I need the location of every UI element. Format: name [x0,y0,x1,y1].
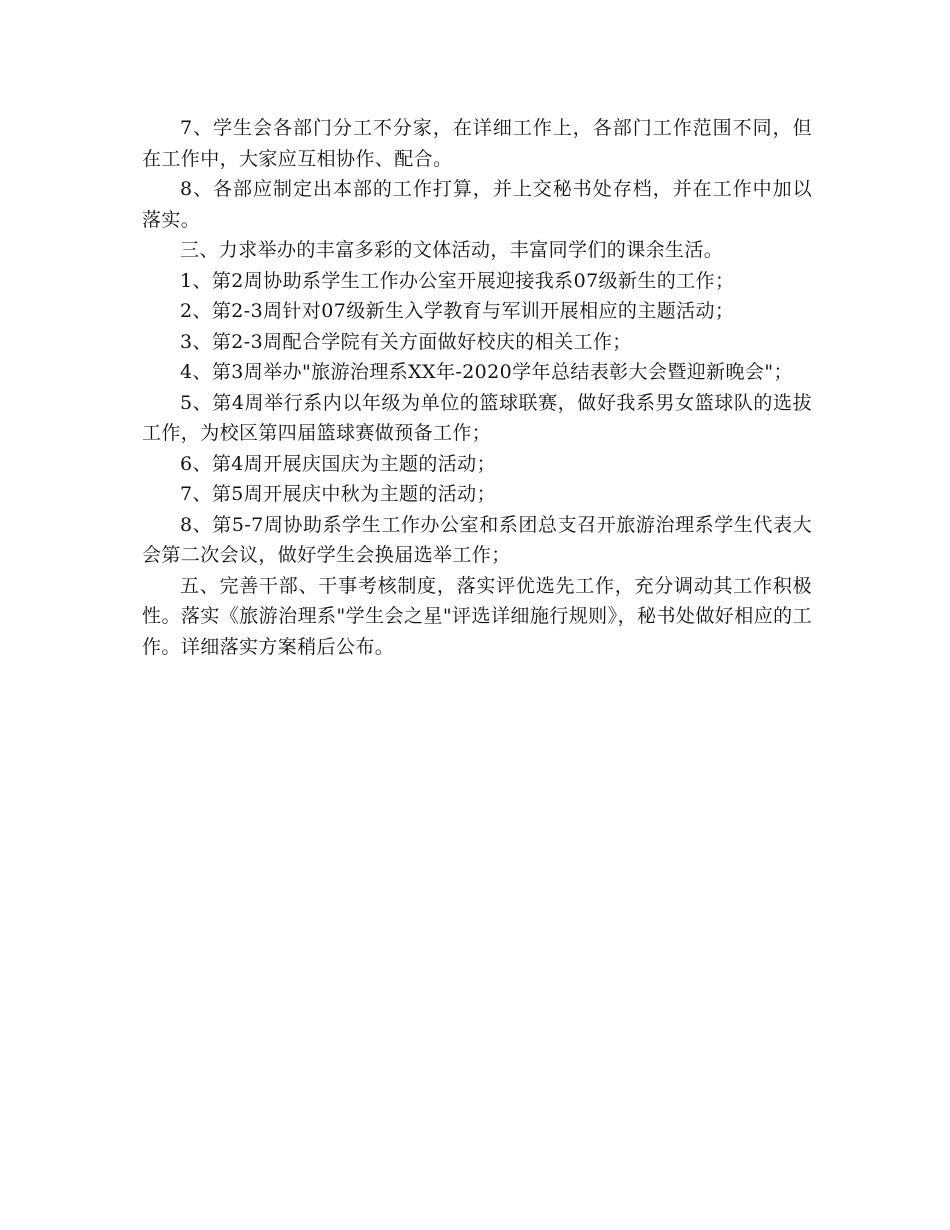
paragraph-6: 3、第2-3周配合学院有关方面做好校庆的相关工作； [180,330,632,353]
paragraph-7: 4、第3周举办"旅游治理系XX年-2020学年总结表彰大会暨迎新晚会"； [180,361,793,383]
paragraph-2: 8、各部应制定出本部的工作打算，并上交秘书处存档，并在工作中加以落实。 [142,178,812,231]
paragraph-1: 7、学生会各部门分工不分家，在详细工作上，各部门工作范围不同，但在工作中，大家应互相协作、配合。 [142,117,812,170]
paragraph-11: 8、第5-7周协助系学生工作办公室和系团总支召开旅游治理系学生代表大会第二次会议，做好学生会换届选举工作； [142,513,812,566]
paragraph-4: 1、第2周协助系学生工作办公室开展迎接我系07级新生的工作； [180,269,735,292]
paragraph-12: 五、完善干部、干事考核制度，落实评优选先工作，充分调动其工作积极性。落实《旅游治理系"学生会之星"评选详细施行规则》，秘书处做好相应的工作。详细落实方案稍后公布。 [142,574,812,658]
document-body [142,113,812,662]
paragraph-9: 6、第4周开展庆国庆为主题的活动； [180,452,496,475]
paragraph-5: 2、第2-3周针对07级新生入学教育与军训开展相应的主题活动； [180,300,735,322]
paragraph-3: 三、力求举办的丰富多彩的文体活动，丰富同学们的课余生活。 [180,239,724,261]
paragraph-8: 5、第4周举行系内以年级为单位的篮球联赛，做好我系男女篮球队的选拔工作，为校区第四届篮球赛做预备工作； [142,391,812,444]
paragraph-10: 7、第5周开展庆中秋为主题的活动； [180,483,496,505]
